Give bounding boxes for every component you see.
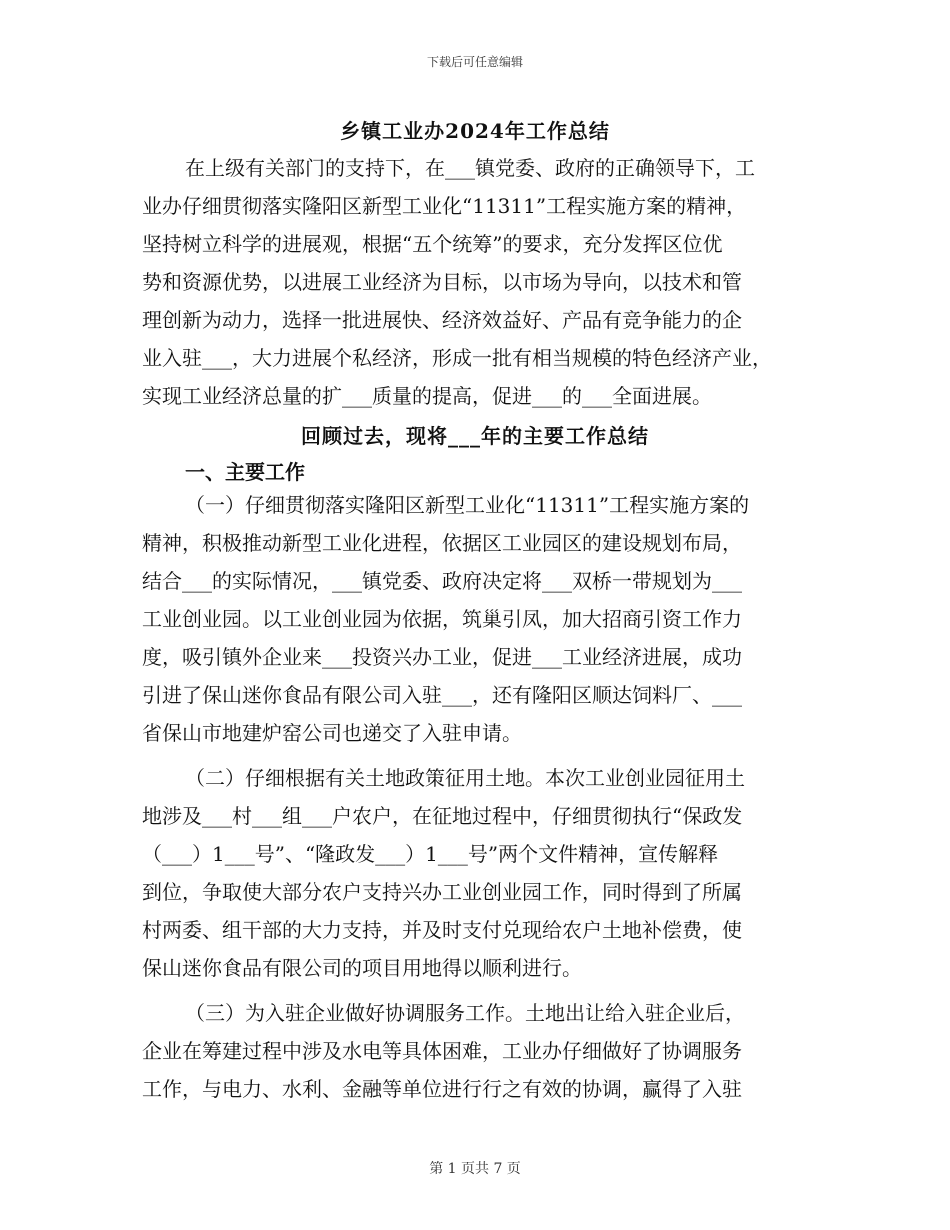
- para1-line-4: 工业创业园。以工业创业园为依据，筑巢引凤，加大招商引资工作力: [142, 607, 742, 631]
- intro-line-1: 在上级有关部门的支持下，在___镇党委、政府的正确领导下，工: [185, 156, 755, 180]
- para2-line-6: 保山迷你食品有限公司的项目用地得以顺利进行。: [142, 956, 582, 980]
- para2-line-3: （___）1___号”、“隆政发___）1___号”两个文件精神，宣传解释: [142, 842, 719, 866]
- intro-line-2: 业办仔细贯彻落实隆阳区新型工业化“11311”工程实施方案的精神，: [142, 194, 747, 218]
- intro-line-6: 业入驻___，大力进展个私经济，形成一批有相当规模的特色经济产业，: [142, 346, 772, 370]
- para2-line-5: 村两委、组干部的大力支持，并及时支付兑现给农户土地补偿费，使: [142, 918, 742, 942]
- para1-line-2: 精神，积极推动新型工业化进程，依据区工业园区的建设规划布局，: [142, 531, 742, 555]
- document-title: 乡镇工业办2024年工作总结: [340, 119, 610, 143]
- para3-line-1: （三）为入驻企业做好协调服务工作。土地出让给入驻企业后，: [185, 1001, 745, 1025]
- intro-line-5: 理创新为动力，选择一批进展快、经济效益好、产品有竞争能力的企: [142, 308, 742, 332]
- para1-line-6: 引进了保山迷你食品有限公司入驻___，还有隆阳区顺达饲料厂、___: [142, 683, 742, 707]
- para1-line-5: 度，吸引镇外企业来___投资兴办工业，促进___工业经济进展，成功: [142, 645, 742, 669]
- page-header-note: 下载后可任意编辑: [426, 55, 523, 69]
- para3-line-3: 工作，与电力、水利、金融等单位进行行之有效的协调，赢得了入驻: [142, 1077, 742, 1101]
- page-number-footer: 第 1 页共 7 页: [429, 1161, 521, 1177]
- para1-line-7: 省保山市地建炉窑公司也递交了入驻申请。: [142, 721, 522, 745]
- para2-line-2: 地涉及___村___组___户农户，在征地过程中，仔细贯彻执行“保政发: [142, 804, 743, 828]
- para2-line-4: 到位，争取使大部分农户支持兴办工业创业园工作，同时得到了所属: [142, 880, 742, 904]
- summary-subtitle: 回顾过去，现将___年的主要工作总结: [301, 424, 649, 448]
- para1-line-1: （一）仔细贯彻落实隆阳区新型工业化“11311”工程实施方案的: [185, 493, 750, 517]
- section-heading-main-work: 一、主要工作: [185, 460, 305, 484]
- intro-line-7: 实现工业经济总量的扩___质量的提高，促进___的___全面进展。: [142, 384, 712, 408]
- intro-line-3: 坚持树立科学的进展观，根据“五个统筹”的要求，充分发挥区位优: [142, 232, 723, 256]
- para2-line-1: （二）仔细根据有关土地政策征用土地。本次工业创业园征用土: [185, 766, 745, 790]
- para3-line-2: 企业在筹建过程中涉及水电等具体困难，工业办仔细做好了协调服务: [142, 1039, 742, 1063]
- para1-line-3: 结合___的实际情况，___镇党委、政府决定将___双桥一带规划为___: [142, 569, 742, 593]
- intro-line-4: 势和资源优势，以进展工业经济为目标，以市场为导向，以技术和管: [142, 270, 742, 294]
